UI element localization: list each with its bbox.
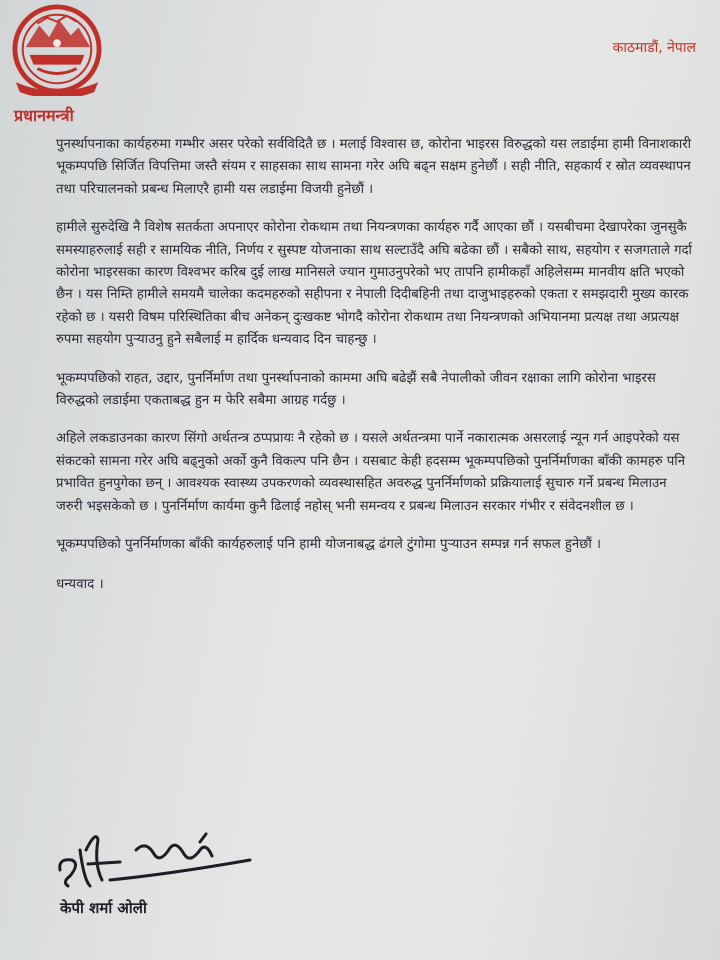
letter-closing: धन्यवाद । xyxy=(56,575,104,592)
letter-paragraph: पुनर्स्थापनाका कार्यहरुमा गम्भीर असर परेको सर्वविदितै छ । मलाई विश्वास छ, कोरोना भाइरस विरुद्धको यस लडाईमा हामी विनाशकारी भूकम्पपछि सिर्जित विपत्तिमा जस्तै संयम र साहसका साथ सामना गरेर अघि बढ्न सक्षम हुनेछौं । सही नीति, सहकार्य र स्रोत व्यवस्थापन तथा परिचालनको प्रबन्ध मिलाएरै हामी यस लडाईमा विजयी हुनेछौं । xyxy=(56,137,692,197)
letter-paragraph: हामीले सुरुदेखि नै विशेष सतर्कता अपनाएर कोरोना रोकथाम तथा नियन्त्रणका कार्यहरु गर्दै आएका छौं । यसबीचमा देखापरेका जुनसुकै समस्याहरुलाई सही र सामयिक नीति, निर्णय र सुस्पष्ट योजनाका साथ सल्टाउँदै अघि बढेका छौं । सबैको साथ, सहयोग र सजगताले गर्दा कोरोना भाइरसका कारण विश्वभर करिब दुई लाख मानिसले ज्यान गुमाउनुपरेको भए तापनि हामीकहाँ अहिलेसम्म मानवीय क्षति भएको छैन । यस निम्ति हामीले समयमै चालेका कदमहरुको सहीपना र नेपाली दिदीबहिनी तथा दाजुभाइहरुको एकता र समझदारी मुख्य कारक रहेको छ । यसरी विषम परिस्थितिका बीच अनेकन् दुःखकष्ट भोगदै कोरोना रोकथाम तथा नियन्त्रणको अभियानमा प्रत्यक्ष तथा अप्रत्यक्ष रुपमा सहयोग पुऱ्याउनु हुने सबैलाई म हार्दिक धन्यवाद दिन चाहन्छु । xyxy=(56,220,692,348)
letter-paragraph: भूकम्पपछिको पुनर्निर्माणका बाँकी कार्यहरुलाई पनि हामी योजनाबद्ध ढंगले टुंगोमा पुऱ्याउन सम्पन्न गर्न सफल हुनेछौं । xyxy=(56,537,602,553)
letter-paragraph: अहिले लकडाउनका कारण सिंगो अर्थतन्त्र ठप्पप्रायः नै रहेको छ । यसले अर्थतन्त्रमा पार्ने नकारात्मक असरलाई न्यून गर्न आइपरेको यस संकटको सामना गरेर अघि बढ्नुको अर्को कुनै विकल्प पनि छैन । यसबाट केही हदसम्म भूकम्पपछिको पुनर्निर्माणका बाँकी कामहरु पनि प्रभावित हुनपुगेका छन् । आवश्यक स्वास्थ्य उपकरणको व्यवस्थासहित अवरुद्ध पुनर्निर्माणको प्रक्रियालाई सुचारु गर्ने प्रबन्ध मिलाउन जरुरी भइसकेको छ । पुनर्निर्माण कार्यमा कुनै ढिलाई नहोस् भनी समन्वय र प्रबन्ध मिलाउन सरकार गंभीर र संवेदनशील छ । xyxy=(56,431,686,514)
office-title: प्रधानमन्त्री xyxy=(14,106,74,125)
letter-location: काठमाडौं, नेपाल xyxy=(612,40,696,56)
letter-paragraph: भूकम्पपछिको राहत, उद्दार, पुनर्निर्माण तथा पुनर्स्थापनाको काममा अघि बढेझैं सबै नेपालीको जीवन रक्षाका लागि कोरोना भाइरस विरुद्धको लडाईमा एकताबद्ध हुन म फेरि सबैमा आग्रह गर्दछु । xyxy=(56,370,656,409)
nepal-emblem-icon xyxy=(8,4,106,96)
signatory-name: केपी शर्मा ओली xyxy=(60,899,147,917)
letter-body xyxy=(56,134,696,595)
handwritten-signature-icon xyxy=(50,820,260,900)
